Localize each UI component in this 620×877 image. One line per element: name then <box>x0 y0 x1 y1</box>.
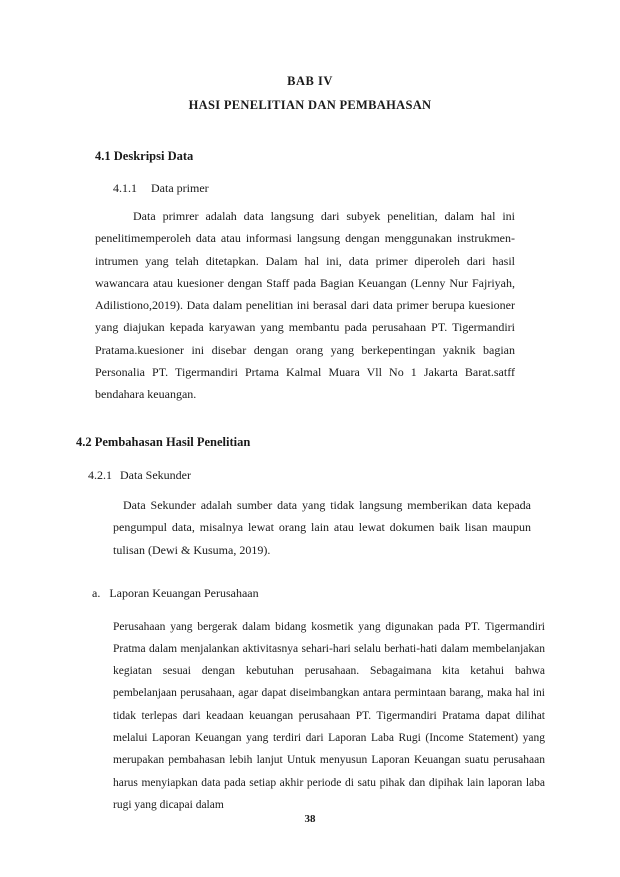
paragraph-text: Data primrer adalah data langsung dari subyek penelitian, dalam hal ini penelitimemperoleh data atau informasi langsung dengan menggunakan instrukmen-intrumen yang telah ditetapkan. Dalam hal ini, data primer diperoleh dari hasil wawancara atau kuesioner dengan Staff pada Bagian Keuangan (Lenny Nur Fajriyah, Adilistiono,2019). Data dalam penelitian ini berasal dari data primer berupa kuesioner yang diajukan kepada karyawan yang membantu pada perusahaan PT. Tigermandiri Pratama.kuesioner ini disebar dengan orang yang berkepentingan yaknik bagian Personalia PT. Tigermandiri Prtama Kalmal Muara Vll No 1 Jakarta Barat.satff bendahara keuangan. <box>95 209 515 402</box>
paragraph-data-sekunder <box>113 494 531 561</box>
paragraph-text: Data Sekunder adalah sumber data yang tidak langsung memberikan data kepada pengumpul data, misalnya lewat orang lain atau lewat dokumen baik lisan maupun tulisan (Dewi & Kusuma, 2019). <box>113 498 531 557</box>
subsection-title: Data Sekunder <box>120 468 191 482</box>
subsection-heading-4-1-1 <box>113 181 209 196</box>
subsection-number: 4.2.1 <box>88 468 112 482</box>
paragraph-text: Perusahaan yang bergerak dalam bidang kosmetik yang digunakan pada PT. Tigermandiri Pratma dalam menjalankan aktivitasnya sehari-hari selalu berhati-hati dalam membelanjakan kegiatan sesuai dengan kebutuhan perusahaan. Sebagaimana kita ketahui bahwa pembelanjaan perusahaan, agar dapat diseimbangkan antara permintaan barang, maka hal ini tidak terlepas dari keadaan keuangan perusahaan PT. Tigermandiri Pratama dapat dilihat melalui Laporan Keuangan yang terdiri dari Laporan Laba Rugi (Income Statement) yang merupakan pembahasan lebih lanjut Untuk menyusun Laporan Keuangan suatu perusahaan harus menyiapkan data pada setiap akhir periode di satu pihak dan dipihak lain laporan laba rugi yang dicapai dalam <box>113 620 545 811</box>
list-item-label: a. <box>92 586 101 600</box>
list-item-title: Laporan Keuangan Perusahaan <box>109 586 259 600</box>
subsection-number: 4.1.1 <box>113 181 137 195</box>
paragraph-data-primer <box>95 205 515 406</box>
chapter-number: BAB IV <box>287 74 333 88</box>
page-number: 38 <box>304 813 316 825</box>
list-item-a-heading <box>92 586 259 601</box>
section-heading-4-2: 4.2 Pembahasan Hasil Penelitian <box>76 435 251 449</box>
paragraph-laporan-keuangan <box>113 604 545 828</box>
section-heading-4-1: 4.1 Deskripsi Data <box>95 149 194 163</box>
subsection-heading-4-2-1 <box>88 468 191 483</box>
subsection-title: Data primer <box>151 181 209 195</box>
chapter-title: HASI PENELITIAN DAN PEMBAHASAN <box>188 98 432 112</box>
